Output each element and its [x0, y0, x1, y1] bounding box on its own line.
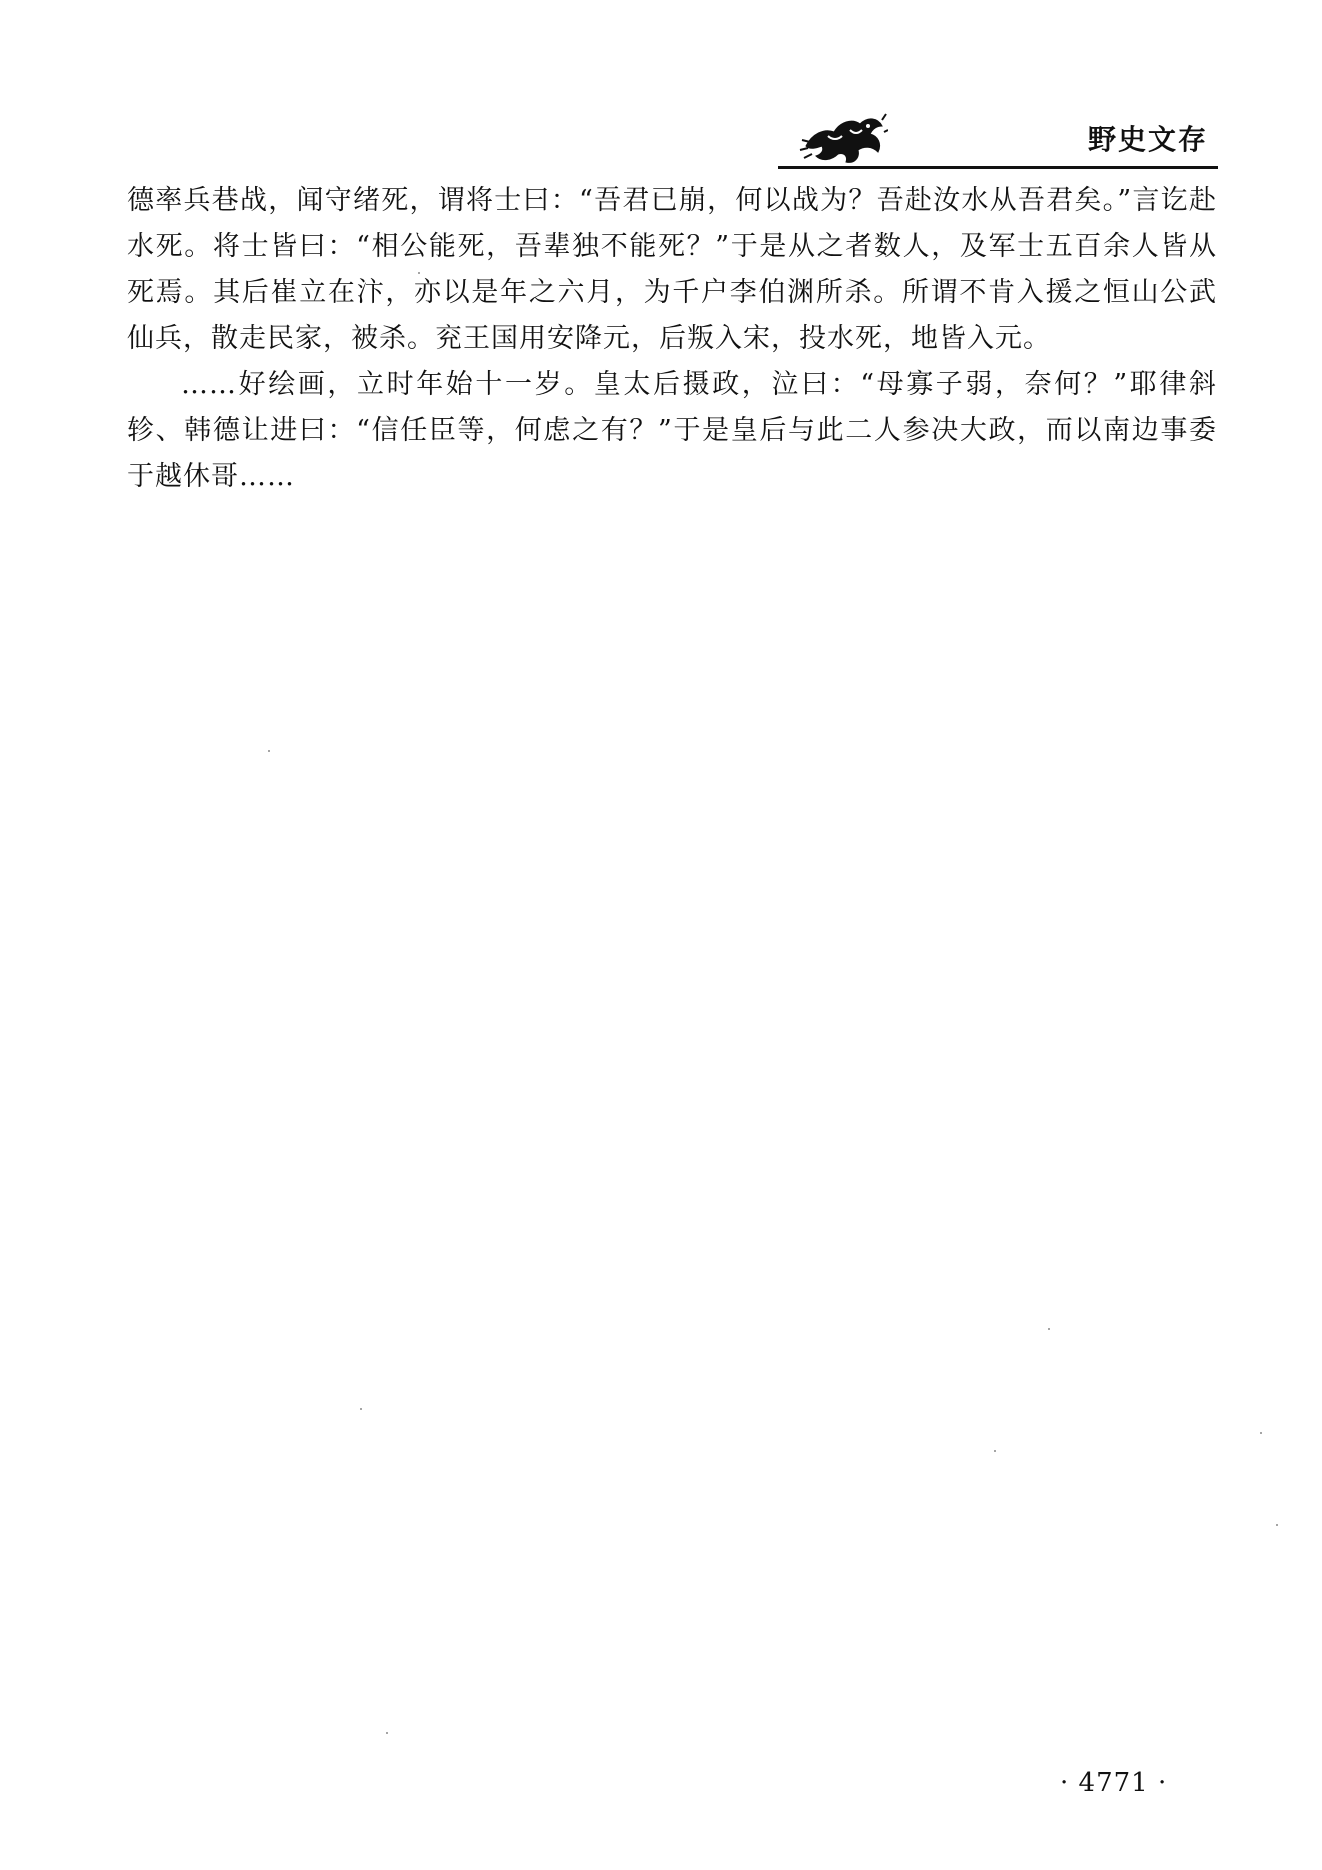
paragraph: ……好绘画，立时年始十一岁。皇太后摄政，泣曰：“母寡子弱，奈何？”耶律斜轸、韩德让进曰：“信任臣等，何虑之有？”于是皇后与此二人参决大政，而以南边事委于越休哥…… [127, 369, 1217, 492]
running-header-title: 野史文存 [1087, 123, 1208, 156]
paragraph: 德率兵巷战，闻守绪死，谓将士曰：“吾君已崩，何以战为？吾赴汝水从吾君矣。”言讫赴水死。将士皆曰：“相公能死，吾辈独不能死？”于是从之者数人，及军士五百余人皆从死焉。其后崔立在汴，亦以是年之六月，为千户李伯渊所杀。所谓不肯入援之恒山公武仙兵，散走民家，被杀。兖王国用安降元，后叛入宋，投水死，地皆入元。 [127, 185, 1217, 354]
scan-speck [268, 750, 270, 752]
scan-speck [994, 1450, 996, 1452]
dragon-emblem-icon [798, 106, 888, 168]
scan-speck [360, 1408, 362, 1410]
body-text [127, 178, 1217, 500]
scan-speck [386, 1732, 388, 1734]
scan-speck [1276, 1524, 1278, 1526]
page-number: · 4771 · [1060, 1768, 1168, 1798]
scan-speck [1048, 1328, 1050, 1330]
scan-speck [1260, 1432, 1262, 1434]
header-rule [778, 166, 1218, 169]
running-header [778, 100, 1218, 170]
scan-speck [418, 272, 420, 274]
